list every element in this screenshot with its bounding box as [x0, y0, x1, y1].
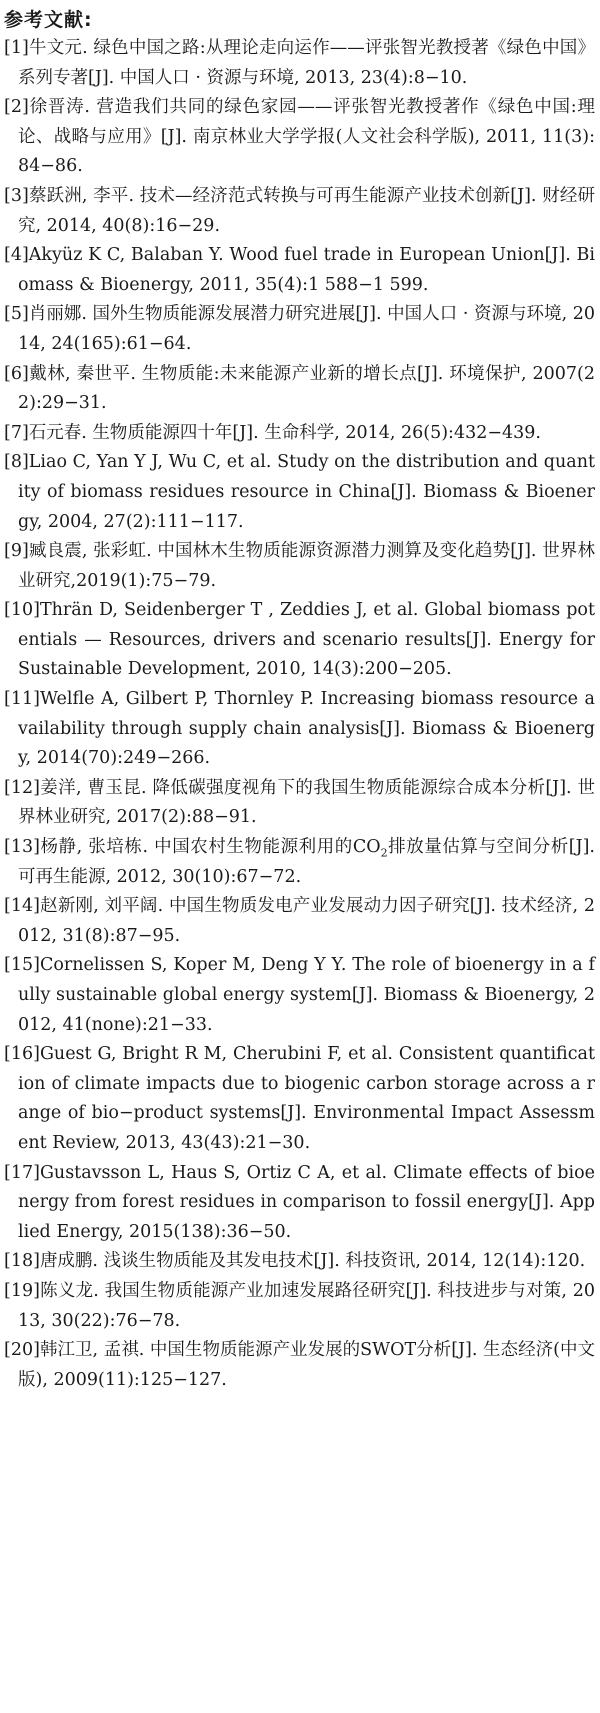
- reference-item: [4, 1159, 595, 1248]
- reference-number: [17]: [4, 1162, 40, 1183]
- reference-item: [4, 360, 595, 419]
- reference-number: [15]: [4, 955, 40, 976]
- reference-item: [4, 951, 595, 1040]
- reference-item: [4, 685, 595, 774]
- reference-item: [4, 419, 595, 449]
- reference-item: [4, 241, 595, 300]
- reference-number: [8]: [4, 452, 29, 473]
- reference-number: [7]: [4, 422, 29, 443]
- reference-text: 臧良震, 张彩虹. 中国林木生物质能源资源潜力测算及变化趋势[J]. 世界林业研究,2019(1):75−79.: [18, 541, 595, 591]
- reference-item: [4, 300, 595, 359]
- reference-text: 杨静, 张培栋. 中国农村生物能源利用的CO: [39, 837, 381, 858]
- reference-number: [11]: [4, 689, 40, 710]
- reference-text: Gustavsson L, Haus S, Ortiz C A, et al. Climate effects of bioenergy from forest residues in comparison to fossil energy[J]. Applied Energy, 2015(138):36−50.: [18, 1162, 595, 1242]
- reference-text: 石元春. 生物质能源四十年[J]. 生命科学, 2014, 26(5):432−439.: [28, 422, 541, 443]
- reference-number: [4]: [4, 245, 29, 266]
- reference-text: 韩江卫, 孟祺. 中国生物质能源产业发展的SWOT分析[J]. 生态经济(中文版), 2009(11):125−127.: [18, 1340, 595, 1390]
- reference-number: [1]: [4, 38, 29, 58]
- reference-number: [12]: [4, 777, 40, 798]
- reference-item: [4, 596, 595, 685]
- reference-text: 牛文元. 绿色中国之路:从理论走向运作——评张智光教授著《绿色中国》系列专著[J]. 中国人口 · 资源与环境, 2013, 23(4):8−10.: [18, 38, 595, 88]
- reference-text: Liao C, Yan Y J, Wu C, et al. Study on the distribution and quantity of biomass residues resource in China[J]. Biomass & Bioenergy, 2004, 27(2):111−117.: [18, 452, 595, 532]
- reference-item: [4, 182, 595, 241]
- reference-text: Guest G, Bright R M, Cherubini F, et al. Consistent quantification of climate impacts due to biogenic carbon storage across a range of bio−product systems[J]. Environmental Impact Assessment Review, 2013, 43(43):21−30.: [18, 1044, 595, 1153]
- reference-item: [4, 774, 595, 833]
- reference-text: 戴林, 秦世平. 生物质能:未来能源产业新的增长点[J]. 环境保护, 2007(22):29−31.: [18, 363, 595, 414]
- reference-number: [5]: [4, 304, 29, 325]
- reference-item: [4, 34, 595, 93]
- reference-item: [4, 833, 595, 892]
- reference-item: [4, 448, 595, 537]
- reference-number: [13]: [4, 837, 40, 858]
- reference-text: Cornelissen S, Koper M, Deng Y Y. The role of bioenergy in a fully sustainable global energy system[J]. Biomass & Bioenergy, 2012, 41(none):21−33.: [18, 955, 595, 1035]
- reference-item: [4, 1336, 595, 1395]
- reference-number: [9]: [4, 541, 29, 562]
- reference-number: [18]: [4, 1251, 40, 1272]
- reference-text: 徐晋涛. 营造我们共同的绿色家园——评张智光教授著作《绿色中国:理论、战略与应用》[J]. 南京林业大学学报(人文社会科学版), 2011, 11(3):84−86.: [18, 97, 595, 177]
- reference-item: [4, 537, 595, 596]
- reference-number: [19]: [4, 1280, 40, 1301]
- reference-text: 唐成鹏. 浅谈生物质能及其发电技术[J]. 科技资讯, 2014, 12(14):120.: [39, 1251, 586, 1272]
- reference-item: [4, 892, 595, 951]
- reference-text: Welfle A, Gilbert P, Thornley P. Increasing biomass resource availability through supply chain analysis[J]. Biomass & Bioenergy, 2014(70):249−266.: [18, 689, 595, 769]
- reference-item: [4, 1247, 595, 1277]
- reference-text: Thrän D, Seidenberger T , Zeddies J, et al. Global biomass potentials — Resources, drivers and scenario results[J]. Energy for Sustainable Development, 2010, 14(3):200−205.: [18, 600, 595, 680]
- reference-number: [6]: [4, 363, 29, 384]
- reference-text: 陈义龙. 我国生物质能源产业加速发展路径研究[J]. 科技进步与对策, 2013, 30(22):76−78.: [18, 1280, 595, 1331]
- reference-text: 赵新刚, 刘平阔. 中国生物质发电产业发展动力因子研究[J]. 技术经济, 2012, 31(8):87−95.: [18, 896, 595, 946]
- reference-number: [3]: [4, 185, 29, 206]
- reference-number: [14]: [4, 896, 40, 917]
- reference-item: [4, 1040, 595, 1158]
- references-heading: 参考文献:: [4, 9, 93, 31]
- reference-text: 姜洋, 曹玉昆. 降低碳强度视角下的我国生物质能源综合成本分析[J]. 世界林业研究, 2017(2):88−91.: [18, 777, 595, 828]
- reference-item: [4, 93, 595, 182]
- reference-text: 排放量估算与空间分析[J]. 可再生能源, 2012, 30(10):67−72.: [18, 837, 595, 887]
- reference-number: [20]: [4, 1340, 40, 1361]
- subscript-2: 2: [380, 846, 388, 860]
- reference-item: [4, 1277, 595, 1336]
- reference-number: [10]: [4, 600, 40, 621]
- reference-text: 肖丽娜. 国外生物质能源发展潜力研究进展[J]. 中国人口 · 资源与环境, 2014, 24(165):61−64.: [18, 304, 595, 354]
- reference-text: Akyüz K C, Balaban Y. Wood fuel trade in European Union[J]. Biomass & Bioenergy, 2011, 35(4):1 588−1 599.: [18, 245, 595, 295]
- reference-number: [16]: [4, 1044, 40, 1065]
- reference-list: [4, 34, 595, 1395]
- reference-text: 蔡跃洲, 李平. 技术—经济范式转换与可再生能源产业技术创新[J]. 财经研究, 2014, 40(8):16−29.: [18, 185, 595, 236]
- reference-number: [2]: [4, 97, 29, 118]
